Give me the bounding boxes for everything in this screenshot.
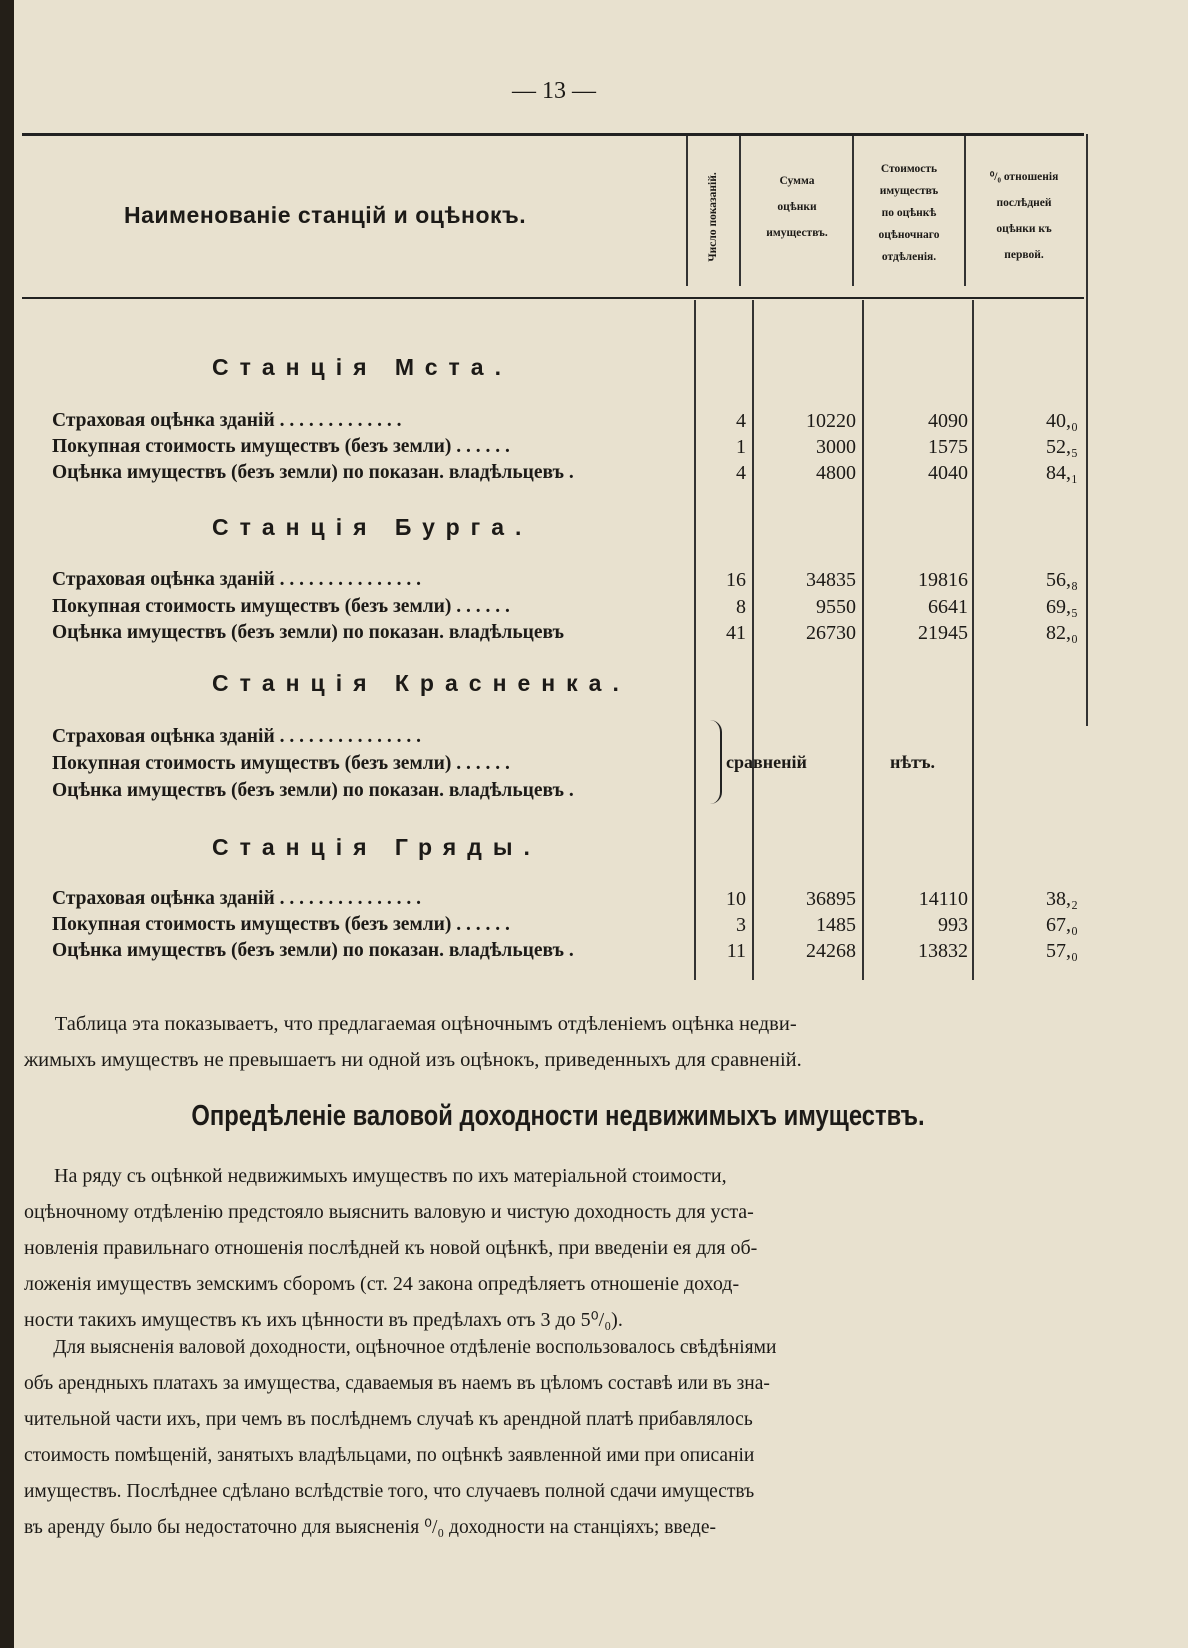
row-label: Страховая оцѣнка зданій . . . . . . . . . . . . . . . <box>52 569 421 590</box>
row-ratio: 38,₂ <box>1046 888 1078 910</box>
text-line: имуществъ. Послѣднее сдѣлано вслѣдствіе того, что случаевъ полной сдачи имуществъ <box>24 1481 755 1502</box>
row-ratio: 69,₅ <box>1046 596 1078 618</box>
text-line: На ряду съ оцѣнкой недвижимыхъ имуществъ по ихъ матеріальной стоимости, <box>24 1165 727 1187</box>
header-count: Число показаній. <box>707 172 719 262</box>
row-label: Покупная стоимость имуществъ (безъ земли) . . . . . . <box>52 596 510 617</box>
column-divider <box>964 136 966 286</box>
body-paragraph-1 <box>24 1158 1084 1338</box>
row-count: 4 <box>736 410 746 432</box>
header-sum: Сумма оцѣнки имуществъ. <box>766 175 828 239</box>
table-top-rule <box>22 133 1084 136</box>
grouping-brace <box>706 720 722 804</box>
row-sum: 26730 <box>806 622 856 644</box>
row-count: 8 <box>736 596 746 618</box>
body-paragraph-2 <box>24 1330 1084 1546</box>
row-sum: 24268 <box>806 940 856 962</box>
row-label: Покупная стоимость имуществъ (безъ земли) . . . . . . <box>52 753 510 774</box>
text-line: въ аренду было бы недостаточно для выясненія ⁰/₀ доходности на станціяхъ; введе- <box>24 1517 716 1538</box>
row-sum: 9550 <box>816 596 856 618</box>
row-ratio: 57,₀ <box>1046 940 1078 962</box>
text-line: Таблица эта показываетъ, что предлагаемая оцѣночнымъ отдѣленіемъ оцѣнка недви- <box>24 1013 797 1035</box>
row-label: Оцѣнка имуществъ (безъ земли) по показан. владѣльцевъ . <box>52 780 574 801</box>
text-line: оцѣночному отдѣленію предстояло выяснить валовую и чистую доходность для уста- <box>24 1201 754 1223</box>
summary-paragraph <box>24 1006 1084 1078</box>
column-divider <box>852 136 854 286</box>
text-line: стоимость помѣщеній, занятыхъ владѣльцами, по оцѣнкѣ заявленной ими при описаніи <box>24 1445 755 1466</box>
row-sum: 4800 <box>816 462 856 484</box>
table-right-border <box>1086 134 1088 726</box>
text-line: Для выясненія валовой доходности, оцѣночное отдѣленіе воспользовалось свѣдѣніями <box>24 1337 777 1358</box>
column-divider <box>739 136 741 286</box>
row-sum: 34835 <box>806 569 856 591</box>
book-binding-edge <box>0 0 14 1648</box>
station-title: Станція Бурга. <box>212 514 533 540</box>
section-heading: Опредѣленіе валовой доходности недвижимыхъ имуществъ. <box>191 1100 925 1132</box>
row-count: 3 <box>736 914 746 936</box>
station-title: Станція Мста. <box>212 354 512 380</box>
row-value: 14110 <box>918 888 968 910</box>
row-count: 16 <box>726 569 746 591</box>
row-ratio: 84,₁ <box>1046 462 1078 484</box>
text-line: ности такихъ имуществъ къ ихъ цѣнности въ предѣлахъ отъ 3 до 5⁰/₀). <box>24 1309 623 1331</box>
row-count: 10 <box>726 888 746 910</box>
column-divider <box>686 136 688 286</box>
row-label: Оцѣнка имуществъ (безъ земли) по показан. владѣльцевъ <box>52 622 564 643</box>
table-header-rule <box>22 297 1084 299</box>
text-line: ложенія имуществъ земскимъ сборомъ (ст. 24 закона опредѣляетъ отношеніе доход- <box>24 1273 740 1295</box>
row-count: 41 <box>726 622 746 644</box>
row-value: 4040 <box>928 462 968 484</box>
document-page <box>14 0 1188 1648</box>
header-value: Стоимость имуществъ по оцѣнкѣ оцѣночнаго отдѣленія. <box>878 163 940 263</box>
header-station-name: Наименованіе станцій и оцѣнокъ. <box>124 202 527 228</box>
row-value: 1575 <box>928 436 968 458</box>
station-title: Станція Красненка. <box>212 670 630 696</box>
row-ratio: 52,₅ <box>1046 436 1078 458</box>
row-sum: 10220 <box>806 410 856 432</box>
row-count: 4 <box>736 462 746 484</box>
row-ratio: 56,₈ <box>1046 569 1078 591</box>
row-label: Покупная стоимость имуществъ (безъ земли) . . . . . . <box>52 436 510 457</box>
row-label: Страховая оцѣнка зданій . . . . . . . . . . . . . <box>52 410 402 431</box>
row-label: Страховая оцѣнка зданій . . . . . . . . . . . . . . . <box>52 888 421 909</box>
station-title: Станція Гряды. <box>212 834 541 860</box>
text-line: чительной части ихъ, при чемъ въ послѣднемъ случаѣ къ арендной платѣ прибавлялось <box>24 1409 753 1430</box>
row-sum: 3000 <box>816 436 856 458</box>
row-value: 993 <box>938 914 968 936</box>
row-sum: 36895 <box>806 888 856 910</box>
row-sum: 1485 <box>816 914 856 936</box>
row-label: Оцѣнка имуществъ (безъ земли) по показан. владѣльцевъ . <box>52 462 574 483</box>
no-comparisons-left: сравненій <box>726 752 807 772</box>
row-ratio: 67,₀ <box>1046 914 1078 936</box>
header-ratio: ⁰/₀ отношенія послѣдней оцѣнки къ первой. <box>989 171 1059 261</box>
row-count: 11 <box>726 940 746 962</box>
no-comparisons-right: нѣтъ. <box>890 752 936 772</box>
row-value: 21945 <box>918 622 968 644</box>
row-label: Страховая оцѣнка зданій . . . . . . . . . . . . . . . <box>52 726 421 747</box>
row-value: 4090 <box>928 410 968 432</box>
text-line: объ арендныхъ платахъ за имущества, сдаваемыя въ наемъ въ цѣломъ составѣ или въ зна- <box>24 1373 770 1394</box>
text-line: жимыхъ имуществъ не превышаетъ ни одной изъ оцѣнокъ, приведенныхъ для сравненій. <box>24 1049 802 1071</box>
page-number: — 13 — <box>512 78 596 104</box>
row-value: 13832 <box>918 940 968 962</box>
row-label: Покупная стоимость имуществъ (безъ земли) . . . . . . <box>52 914 510 935</box>
row-label: Оцѣнка имуществъ (безъ земли) по показан. владѣльцевъ . <box>52 940 574 961</box>
row-ratio: 82,₀ <box>1046 622 1078 644</box>
row-value: 6641 <box>928 596 968 618</box>
row-value: 19816 <box>918 569 968 591</box>
text-line: новленія правильнаго отношенія послѣдней къ новой оцѣнкѣ, при введеніи ея для об- <box>24 1237 758 1259</box>
row-ratio: 40,₀ <box>1046 410 1078 432</box>
row-count: 1 <box>736 436 746 458</box>
